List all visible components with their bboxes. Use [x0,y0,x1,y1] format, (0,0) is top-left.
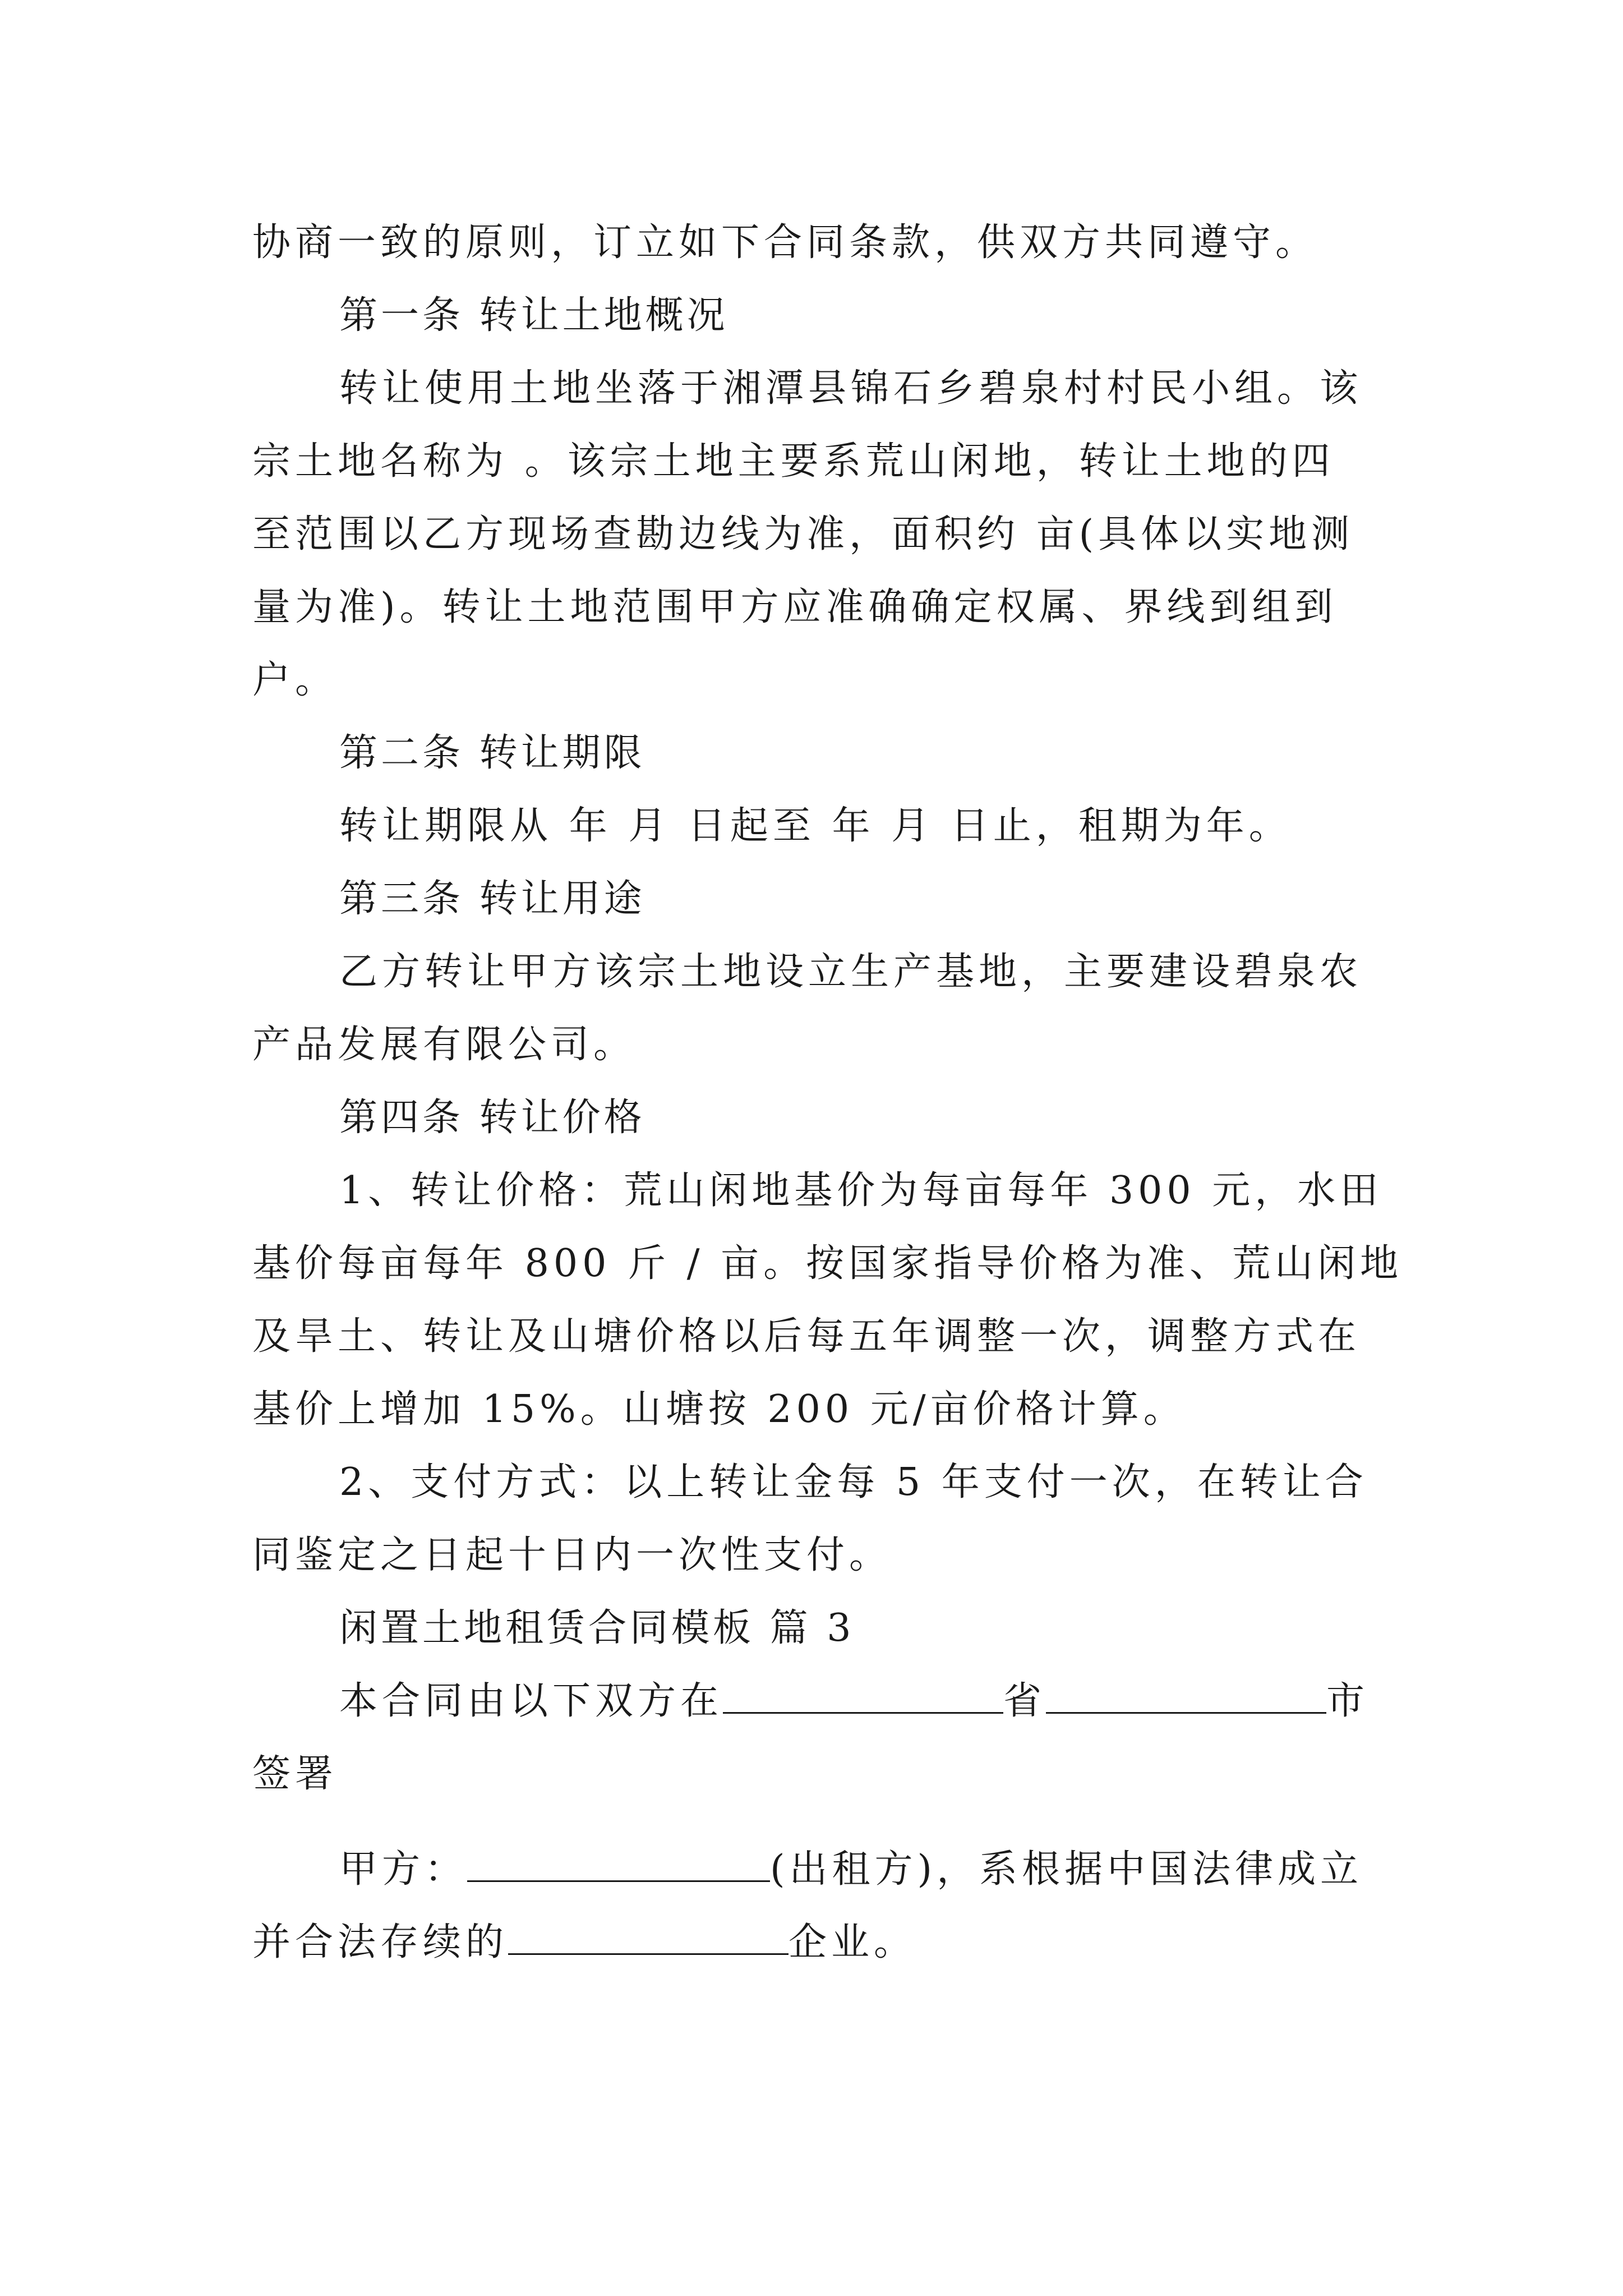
paragraph-line: 产品发展有限公司。 [252,1023,637,1067]
party-a-line [339,1844,1363,1895]
paragraph-line: 量为准)。转让土地范围甲方应准确确定权属、界线到组到 [252,585,1338,629]
paragraph-line: 协商一致的原则，订立如下合同条款，供双方共同遵守。 [252,220,1318,265]
article-heading: 第一条 转让土地概况 [339,293,728,338]
paragraph-line: 基价上增加 15%。山塘按 200 元/亩价格计算。 [252,1387,1186,1432]
signing-text-2: 省 [1003,1679,1046,1723]
signing-text-1: 本合同由以下双方在 [339,1679,723,1723]
paragraph-line: 转让期限从 年 月 日起至 年 月 日止，租期为年。 [339,804,1292,848]
paragraph-line: 签署 [252,1752,338,1796]
article-heading: 第二条 转让期限 [339,731,645,775]
province-blank [723,1676,1003,1714]
paragraph-line: 转让使用土地坐落于湘潭县锦石乡碧泉村村民小组。该 [339,366,1363,411]
article-heading: 第四条 转让价格 [339,1096,645,1140]
signing-text-3: 市 [1326,1679,1370,1723]
party-a-cont-text-1: 并合法存续的 [252,1920,509,1964]
paragraph-line: 及旱土、转让及山塘价格以后每五年调整一次，调整方式在 [252,1314,1361,1359]
party-a-continuation [252,1917,916,1968]
paragraph-line: 基价每亩每年 800 斤 / 亩。按国家指导价格为准、荒山闲地 [252,1241,1403,1286]
paragraph-line: 宗土地名称为 。该宗土地主要系荒山闲地，转让土地的四 [252,439,1335,484]
paragraph-line: 1、转让价格：荒山闲地基价为每亩每年 300 元，水田 [339,1168,1383,1213]
party-a-name-blank [467,1844,770,1882]
section-heading: 闲置土地租赁合同模板 篇 3 [339,1606,855,1650]
enterprise-type-blank [508,1917,789,1955]
paragraph-line: 2、支付方式：以上转让金每 5 年支付一次，在转让合 [339,1460,1368,1504]
paragraph-line: 户。 [252,658,338,702]
paragraph-line: 同鉴定之日起十日内一次性支付。 [252,1533,892,1577]
article-heading: 第三条 转让用途 [339,877,645,921]
city-blank [1046,1676,1326,1714]
party-a-cont-text-2: 企业。 [789,1920,917,1964]
signing-location-line [339,1676,1369,1727]
paragraph-line: 乙方转让甲方该宗土地设立生产基地，主要建设碧泉农 [339,950,1363,994]
party-a-text: (出租方)，系根据中国法律成立 [770,1847,1363,1892]
party-a-label: 甲方： [339,1847,468,1892]
paragraph-line: 至范围以乙方现场查勘边线为准，面积约 亩(具体以实地测 [252,512,1354,556]
